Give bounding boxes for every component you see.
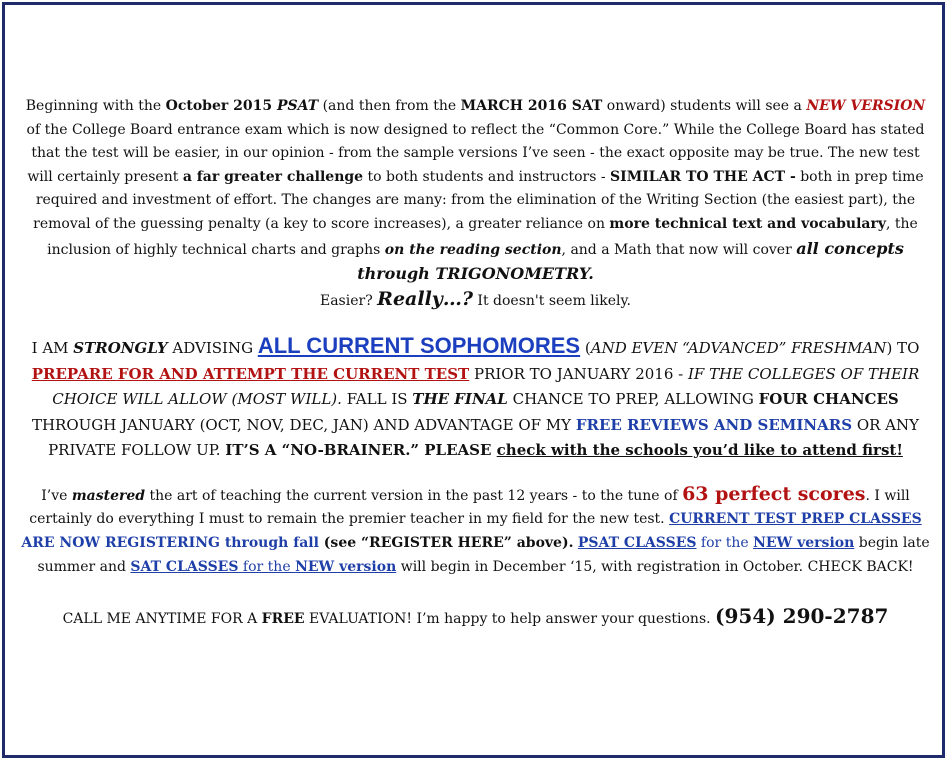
text: , and a Math that now will cover bbox=[561, 241, 797, 258]
easier-line bbox=[19, 288, 932, 314]
text-bold: more technical text and vocabulary bbox=[609, 215, 887, 232]
text: PRIOR TO JANUARY 2016 - bbox=[469, 364, 688, 383]
text-bold-italic: all concepts through TRIGONOMETRY. bbox=[357, 238, 904, 284]
free-reviews-highlight: FREE REVIEWS AND SEMINARS bbox=[575, 415, 853, 434]
text-bold-italic: THE FINAL bbox=[412, 390, 508, 409]
new-version-link[interactable]: NEW version bbox=[295, 558, 397, 575]
text-bold: SIMILAR TO THE ACT - bbox=[610, 168, 796, 185]
text: to both students and instructors - bbox=[363, 168, 611, 185]
text: , the inclusion of highly technical charts and graphs bbox=[47, 215, 918, 258]
current-test-prep-link[interactable]: CURRENT TEST PREP CLASSES bbox=[669, 511, 922, 528]
text: the art of teaching the current version in the past 12 years - to the tune of bbox=[145, 487, 683, 504]
contact-paragraph bbox=[19, 603, 932, 632]
advisory-paragraph bbox=[19, 333, 932, 464]
text-bold: IT’S A “NO-BRAINER.” PLEASE bbox=[225, 441, 497, 460]
text: EVALUATION! I’m happy to help answer your questions. bbox=[304, 611, 716, 628]
text: (and then from the bbox=[318, 98, 461, 114]
text: ADVISING bbox=[167, 339, 258, 358]
new-version-highlight: NEW VERSION bbox=[806, 98, 926, 114]
text: CHANCE TO PREP, ALLOWING bbox=[507, 390, 759, 409]
intro-paragraph bbox=[19, 95, 932, 313]
phone-number[interactable]: (954) 290-2787 bbox=[715, 604, 889, 629]
text: I AM bbox=[31, 339, 74, 358]
text: will begin in December ‘15, with registration in October. CHECK BACK! bbox=[396, 558, 914, 575]
text: . I will certainly do everything I must to remain the premier teacher in my field for the new test. bbox=[29, 487, 910, 528]
text: THROUGH JANUARY (OCT, NOV, DEC, JAN) AND ADVANTAGE OF MY bbox=[31, 415, 576, 434]
text: ( bbox=[580, 339, 591, 358]
page-frame bbox=[2, 2, 945, 758]
announcement-content bbox=[19, 95, 932, 632]
text: FALL IS bbox=[341, 390, 413, 409]
text: both in prep time required and investment of effort. The changes are many: from the elimination of the Writing Section (the easiest part), the removal of the guessing penalty (a key to score increases), a greater reliance on bbox=[33, 168, 924, 232]
text: onward) students will see a bbox=[602, 98, 807, 114]
text-blue: for the bbox=[238, 558, 296, 575]
text-bold-italic: on the reading section bbox=[384, 241, 562, 258]
sophomores-link[interactable]: ALL CURRENT SOPHOMORES bbox=[257, 333, 581, 359]
text-psat: PSAT bbox=[276, 98, 319, 114]
text-italic: IF THE COLLEGES OF THEIR CHOICE WILL ALLOW (MOST WILL). bbox=[52, 364, 920, 409]
text-bold: MARCH 2016 SAT bbox=[460, 98, 603, 114]
text-bold-blue: ARE NOW REGISTERING through fall bbox=[21, 535, 319, 552]
text: OR ANY PRIVATE FOLLOW UP. bbox=[48, 415, 920, 460]
sat-classes-link[interactable]: SAT CLASSES bbox=[130, 558, 239, 575]
text-bold: a far greater challenge bbox=[182, 168, 364, 185]
text-bold: FREE bbox=[261, 611, 305, 628]
text-bold-italic: mastered bbox=[71, 487, 146, 504]
text: Beginning with the bbox=[25, 98, 166, 114]
text: Easier? bbox=[319, 292, 378, 309]
check-schools-link[interactable]: check with the schools you’d like to attend first! bbox=[496, 441, 903, 460]
perfect-scores-highlight: 63 perfect scores bbox=[682, 482, 866, 505]
text: I’ve bbox=[41, 487, 72, 504]
text-bold-italic: STRONGLY bbox=[73, 339, 168, 358]
text-bold: (see “REGISTER HERE” above). bbox=[318, 535, 574, 552]
text: It doesn't seem likely. bbox=[472, 292, 632, 309]
psat-classes-link[interactable]: PSAT CLASSES bbox=[577, 535, 697, 552]
text-bold: October 2015 bbox=[165, 98, 277, 114]
prepare-current-test-link[interactable]: PREPARE FOR AND ATTEMPT THE CURRENT TEST bbox=[31, 364, 470, 383]
credentials-paragraph bbox=[19, 483, 932, 579]
new-version-link[interactable]: NEW version bbox=[753, 535, 855, 552]
text-italic: AND EVEN “ADVANCED” FRESHMAN bbox=[590, 339, 887, 358]
text: begin late summer and bbox=[37, 535, 930, 575]
text-blue: for the bbox=[696, 535, 754, 552]
text: CALL ME ANYTIME FOR A bbox=[62, 611, 262, 628]
really-highlight: Really…? bbox=[377, 287, 473, 310]
text: ) TO bbox=[886, 339, 920, 358]
text-bold: FOUR CHANCES bbox=[758, 390, 899, 409]
text: of the College Board entrance exam which is now designed to reflect the “Common Core.” While the College Board has stated that the test will be easier, in our opinion - from the sample versions I’ve seen - the exact opposite may be true. The new test will certainly present bbox=[26, 121, 925, 185]
